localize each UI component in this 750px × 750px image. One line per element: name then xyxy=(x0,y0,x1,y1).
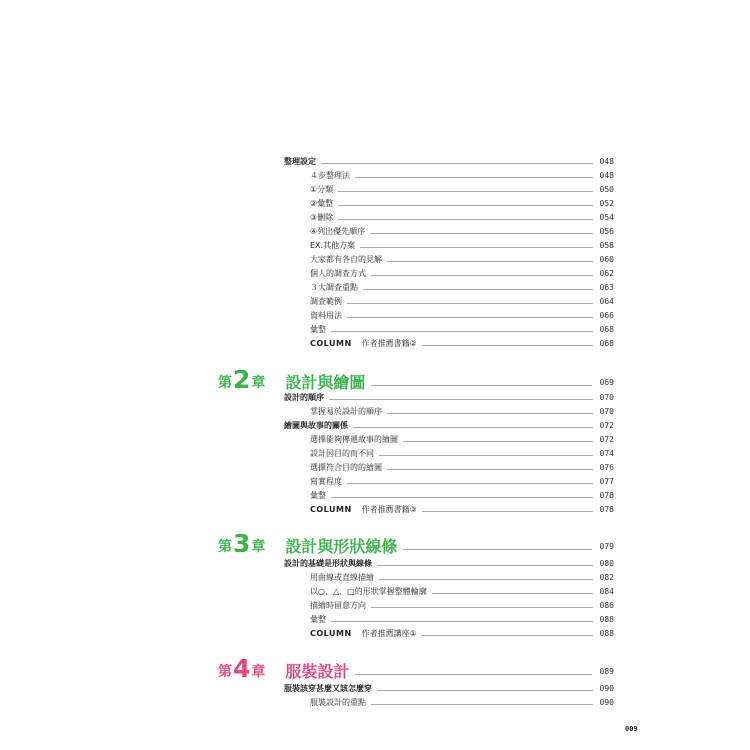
page-number: 090 xyxy=(599,698,614,707)
entry-title: 用曲線或直線描繪 xyxy=(310,573,374,582)
entry-title: 資料用法 xyxy=(310,311,342,320)
dot-leader xyxy=(355,177,593,178)
toc-entry[interactable] xyxy=(310,586,614,598)
page-number: 088 xyxy=(599,629,614,638)
page-number: 062 xyxy=(599,269,614,278)
page-number: 050 xyxy=(599,185,614,194)
page-folio: 009 xyxy=(625,725,638,733)
toc-entry[interactable] xyxy=(310,614,614,626)
chapter-title: 設計與繪圖 xyxy=(285,373,366,392)
dot-leader xyxy=(387,469,593,470)
page-number: 054 xyxy=(599,213,614,222)
dot-leader xyxy=(370,233,593,234)
page-number: 068 xyxy=(599,339,614,348)
page-number: 066 xyxy=(599,311,614,320)
toc-entry[interactable] xyxy=(310,324,614,336)
entry-title: 彙整 xyxy=(310,491,326,500)
section-title: 服裝該穿甚麼又該怎麼穿 xyxy=(284,684,372,693)
page-number: 089 xyxy=(599,667,614,676)
dot-leader xyxy=(338,205,593,206)
entry-title: 掌握易於設計的順序 xyxy=(310,407,382,416)
column-tag: COLUMN xyxy=(310,339,352,348)
entry-title: 作者推薦書籍② xyxy=(361,339,417,348)
dot-leader xyxy=(403,441,593,442)
page-number: 056 xyxy=(599,227,614,236)
entry-title: 選擇符合目的的繪圖 xyxy=(310,463,382,472)
entry-title: ③刪除 xyxy=(310,213,334,222)
page-number: 074 xyxy=(599,449,614,458)
page-number: 086 xyxy=(599,601,614,610)
chapter-suffix: 章 xyxy=(251,664,266,680)
entry-title: 服裝設計的重點 xyxy=(310,698,366,707)
toc-entry[interactable] xyxy=(310,310,614,322)
page-number: 090 xyxy=(599,684,614,693)
dot-leader xyxy=(353,427,593,428)
dot-leader xyxy=(387,261,593,262)
page-number: 078 xyxy=(599,505,614,514)
entry-title: 調查範例 xyxy=(310,297,342,306)
toc-entry[interactable] xyxy=(310,448,614,460)
dot-leader xyxy=(347,303,593,304)
page-number: 084 xyxy=(599,587,614,596)
entry-title: 彙整 xyxy=(310,615,326,624)
page-number: 063 xyxy=(599,283,614,292)
dot-leader xyxy=(377,690,593,691)
toc-section[interactable] xyxy=(284,420,614,432)
chapter-title: 服裝設計 xyxy=(285,662,350,681)
dot-leader xyxy=(338,219,593,220)
toc-entry[interactable] xyxy=(310,697,614,709)
page-number: 069 xyxy=(599,378,614,387)
entry-title: ①分類 xyxy=(310,185,334,194)
page-number: 072 xyxy=(599,421,614,430)
section-title: 繪圖與故事的關係 xyxy=(284,421,348,430)
dot-leader xyxy=(422,635,593,636)
dot-leader xyxy=(321,163,593,164)
entry-title: 描繪時留意方向 xyxy=(310,601,366,610)
entry-title: 作者推薦書籍③ xyxy=(361,505,417,514)
page-number: 082 xyxy=(599,573,614,582)
page-number: 060 xyxy=(599,255,614,264)
dot-leader xyxy=(403,549,592,550)
dot-leader xyxy=(371,385,592,386)
toc-entry[interactable] xyxy=(310,572,614,584)
chapter-suffix: 章 xyxy=(251,539,266,555)
toc-entry[interactable] xyxy=(310,268,614,280)
dot-leader xyxy=(377,565,593,566)
page-number: 088 xyxy=(599,615,614,624)
entry-title: 選擇能夠傳遞故事的繪圖 xyxy=(310,435,398,444)
column-tag: COLUMN xyxy=(310,505,352,514)
page-number: 058 xyxy=(599,241,614,250)
dot-leader xyxy=(432,593,593,594)
dot-leader xyxy=(379,579,593,580)
entry-title: 寫實程度 xyxy=(310,477,342,486)
dot-leader xyxy=(387,413,593,414)
toc-entry[interactable] xyxy=(310,184,614,196)
toc-section[interactable] xyxy=(284,156,614,168)
toc-entry[interactable] xyxy=(310,490,614,502)
toc-entry[interactable] xyxy=(310,434,614,446)
entry-title: 作者推薦講座① xyxy=(361,629,417,638)
chapter-number: 4 xyxy=(233,654,251,683)
dot-leader xyxy=(371,607,593,608)
dot-leader xyxy=(371,275,593,276)
chapter-4-heading[interactable] xyxy=(218,652,614,682)
chapter-2-heading[interactable] xyxy=(218,363,614,393)
dot-leader xyxy=(422,511,593,512)
dot-leader xyxy=(422,345,593,346)
dot-leader xyxy=(331,621,593,622)
page-number: 052 xyxy=(599,199,614,208)
page-number: 076 xyxy=(599,463,614,472)
toc-entry[interactable] xyxy=(310,600,614,612)
toc-column-entry[interactable] xyxy=(310,504,614,516)
toc-column-entry[interactable] xyxy=(310,338,614,350)
chapter-title: 設計與形狀線條 xyxy=(285,537,398,556)
section-title: 整理設定 xyxy=(284,157,316,166)
toc-entry[interactable] xyxy=(310,254,614,266)
toc-section[interactable] xyxy=(284,558,614,570)
entry-title: 設計因目的而不同 xyxy=(310,449,374,458)
chapter-prefix: 第 xyxy=(218,539,232,555)
dot-leader xyxy=(331,331,593,332)
toc-entry[interactable] xyxy=(310,240,614,252)
page-number: 048 xyxy=(599,157,614,166)
chapter-number: 2 xyxy=(233,365,251,394)
toc-entry[interactable] xyxy=(310,476,614,488)
section-title: 設計的基礎是形狀與線條 xyxy=(284,559,372,568)
page-number: 064 xyxy=(599,297,614,306)
toc-entry[interactable] xyxy=(310,198,614,210)
page-number: 070 xyxy=(599,407,614,416)
page-number: 070 xyxy=(599,393,614,402)
toc-entry[interactable] xyxy=(310,212,614,224)
entry-title: ④列出優先順序 xyxy=(310,227,366,236)
dot-leader xyxy=(331,497,593,498)
dot-leader xyxy=(355,674,592,675)
toc-entry[interactable] xyxy=(310,170,614,182)
toc-section[interactable] xyxy=(284,392,614,404)
entry-title: 個人的調查方式 xyxy=(310,269,366,278)
column-tag: COLUMN xyxy=(310,629,352,638)
chapter-prefix: 第 xyxy=(218,375,232,391)
toc-entry[interactable] xyxy=(310,406,614,418)
chapter-suffix: 章 xyxy=(251,375,266,391)
page-number: 072 xyxy=(599,435,614,444)
entry-title: EX.其他方案 xyxy=(310,241,356,250)
toc-entry[interactable] xyxy=(310,282,614,294)
dot-leader xyxy=(338,191,593,192)
chapter-number: 3 xyxy=(233,529,251,558)
chapter-3-heading[interactable] xyxy=(218,527,614,557)
page-number: 079 xyxy=(599,542,614,551)
entry-title: 彙整 xyxy=(310,325,326,334)
toc-entry[interactable] xyxy=(310,226,614,238)
toc-column-entry[interactable] xyxy=(310,628,614,640)
page-number: 048 xyxy=(599,171,614,180)
entry-title: ４步整理法 xyxy=(310,171,350,180)
toc-entry[interactable] xyxy=(310,462,614,474)
page-number: 080 xyxy=(599,559,614,568)
dot-leader xyxy=(360,247,593,248)
toc-entry[interactable] xyxy=(310,296,614,308)
page-number: 078 xyxy=(599,491,614,500)
chapter-prefix: 第 xyxy=(218,664,232,680)
toc-section[interactable] xyxy=(284,683,614,695)
dot-leader xyxy=(329,399,593,400)
dot-leader xyxy=(347,317,593,318)
entry-title: 大家都有各自的見解 xyxy=(310,255,382,264)
entry-title: ３大調查重點 xyxy=(310,283,358,292)
entry-title: 以○、△、□的形狀掌握整體輪廓 xyxy=(310,587,427,596)
page-number: 068 xyxy=(599,325,614,334)
dot-leader xyxy=(371,704,593,705)
entry-title: ②彙整 xyxy=(310,199,334,208)
section-title: 設計的順序 xyxy=(284,393,324,402)
page-number: 077 xyxy=(599,477,614,486)
dot-leader xyxy=(363,289,593,290)
dot-leader xyxy=(379,455,593,456)
dot-leader xyxy=(347,483,593,484)
